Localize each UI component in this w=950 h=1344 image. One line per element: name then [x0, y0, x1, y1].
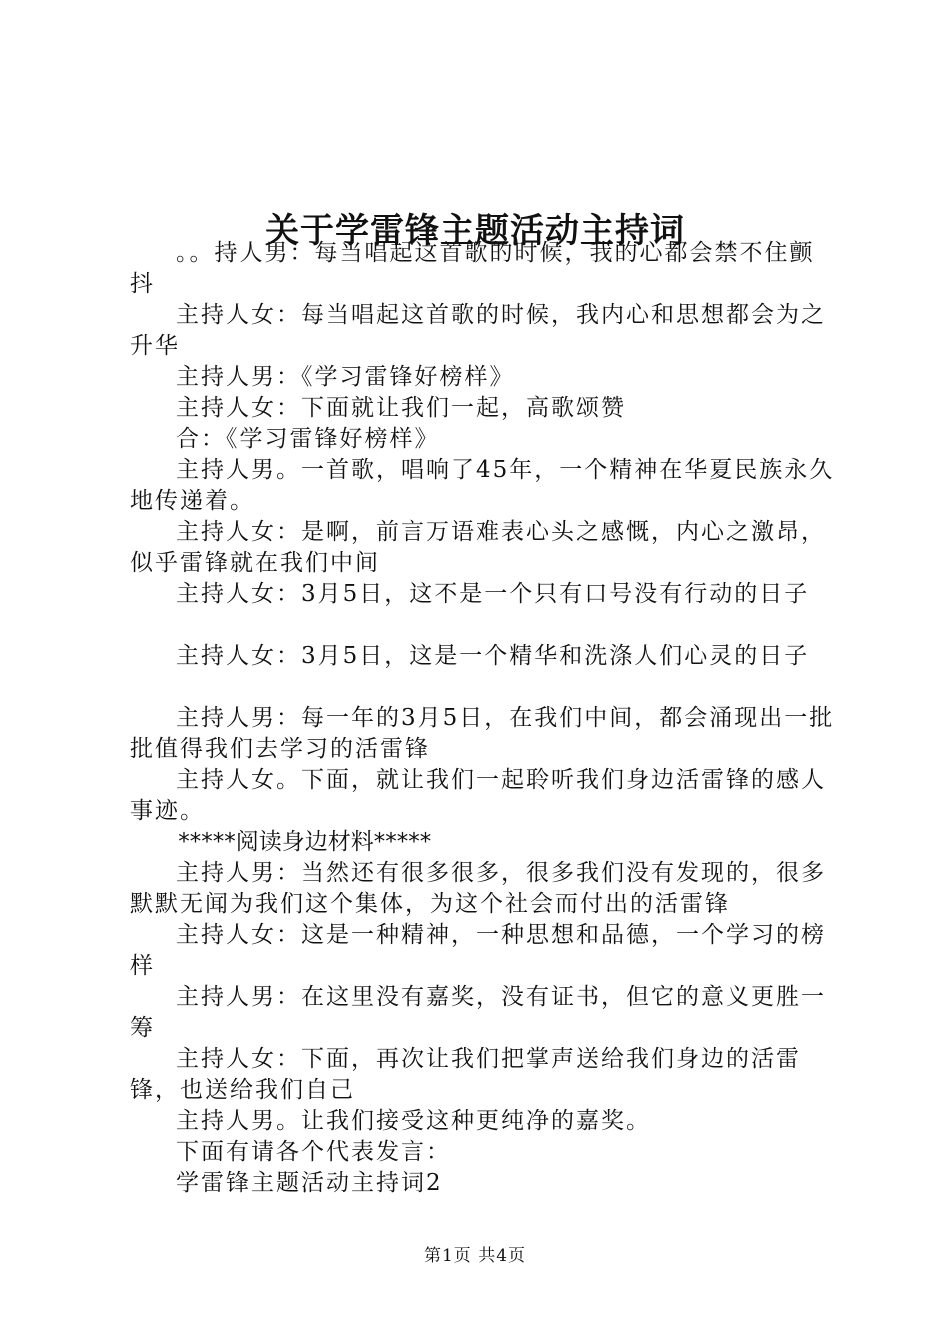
paragraph: 下面有请各个代表发言： [176, 1139, 451, 1165]
paragraph: 主持人女：下面就让我们一起，高歌颂赞 [176, 395, 626, 421]
paragraph: 主持人女：下面，再次让我们把掌声送给我们身边的活雷锋，也送给我们自己 [130, 1046, 801, 1103]
section-heading: 学雷锋主题活动主持词2 [176, 1170, 443, 1196]
paragraph: 主持人女。下面，就让我们一起聆听我们身边活雷锋的感人事迹。 [130, 767, 826, 824]
section-marker: *****阅读身边材料***** [178, 829, 432, 855]
document-title: 关于学雷锋主题活动主持词 [265, 210, 685, 251]
document-body [130, 238, 835, 1199]
paragraph: 主持人女：3月5日，这不是一个只有口号没有行动的日子 [176, 581, 810, 607]
paragraph: 。。持人男：每当唱起这首歌的时候，我的心都会禁不住颤抖 [130, 240, 815, 297]
paragraph: 主持人男：《学习雷锋好榜样》 [176, 364, 515, 390]
paragraph: 主持人女：这是一种精神，一种思想和品德，一个学习的榜样 [130, 922, 826, 979]
paragraph: 主持人男：每一年的3月5日，在我们中间，都会涌现出一批批值得我们去学习的活雷锋 [130, 705, 835, 762]
paragraph: 主持人男。让我们接受这种更纯净的嘉奖。 [176, 1108, 651, 1134]
paragraph: 合：《学习雷锋好榜样》 [176, 426, 440, 452]
page-number-indicator: 第1页 共4页 [423, 1246, 527, 1266]
paragraph: 主持人男：当然还有很多很多，很多我们没有发现的，很多默默无闻为我们这个集体，为这个社会而付出的活雷锋 [130, 860, 826, 917]
paragraph: 主持人女：每当唱起这首歌的时候，我内心和思想都会为之升华 [130, 302, 826, 359]
paragraph: 主持人男。一首歌，唱响了45年，一个精神在华夏民族永久地传递着。 [130, 457, 835, 514]
paragraph: 主持人女：是啊，前言万语难表心头之感慨，内心之激昂，似乎雷锋就在我们中间 [130, 519, 826, 576]
paragraph: 主持人女：3月5日，这是一个精华和洗涤人们心灵的日子 [176, 643, 810, 669]
paragraph: 主持人男：在这里没有嘉奖，没有证书，但它的意义更胜一筹 [130, 984, 826, 1041]
